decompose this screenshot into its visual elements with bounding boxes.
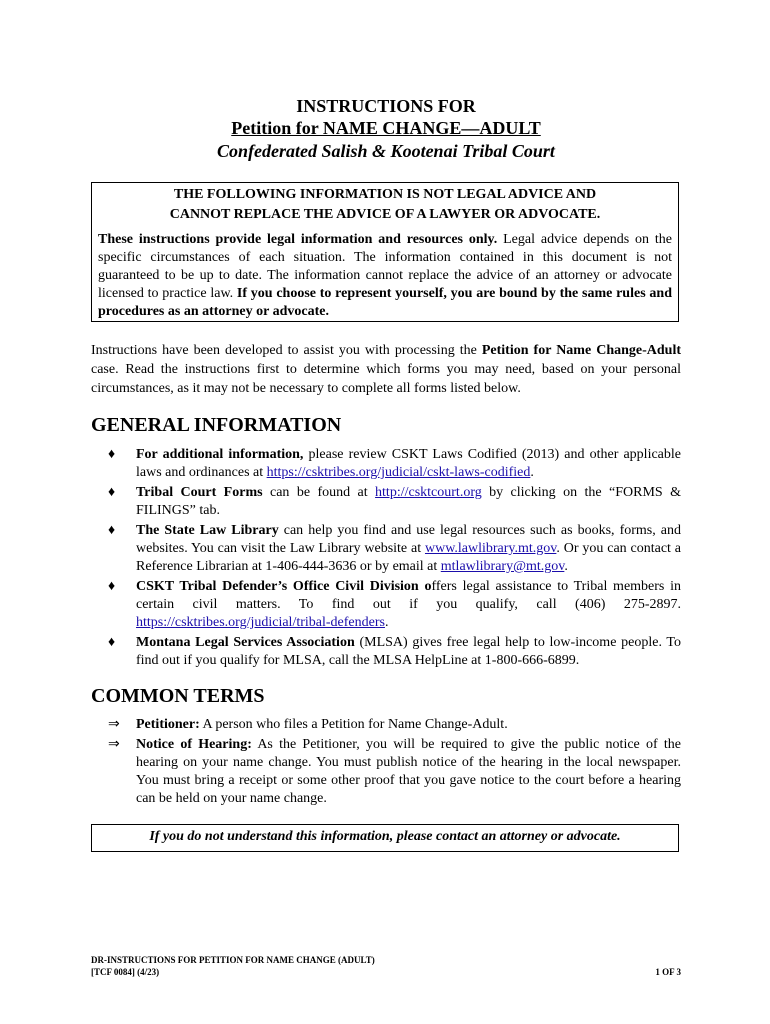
diamond-bullet-icon: ♦ (108, 579, 116, 594)
item-bold: The State Law Library (136, 523, 279, 538)
list-item (108, 522, 681, 576)
item-bold: For additional information, (136, 447, 304, 462)
item-bold: CSKT Tribal Defender’s Office Civil Division o (136, 579, 432, 594)
disclaimer-heading-2: CANNOT REPLACE THE ADVICE OF A LAWYER OR ADVOCATE. (169, 207, 601, 222)
footer-form-title: DR-INSTRUCTIONS FOR PETITION FOR NAME CHANGE (ADULT) (91, 955, 375, 965)
common-terms-heading: COMMON TERMS (91, 685, 265, 707)
cskt-laws-link[interactable]: https://csktribes.org/judicial/cskt-laws-codified (266, 465, 531, 480)
title-line-2: Petition for NAME CHANGE—ADULT (231, 118, 541, 138)
page-footer (91, 954, 681, 978)
common-terms-list (108, 716, 681, 810)
intro-pre: Instructions have been developed to assist you with processing the (91, 343, 482, 358)
diamond-bullet-icon: ♦ (108, 523, 116, 538)
contact-notice-box: If you do not understand this information, please contact an attorney or advocate. (91, 824, 679, 852)
term-definition: As the Petitioner, you will be required to give the public notice of the hearing on your name change. You must publish notice of the hearing in the local newspaper. You must bring a receipt or some other proof that you gave notice to the court before a hearing can be held on your name change. (136, 737, 681, 806)
list-item (108, 634, 681, 670)
item-after: by clicking on the “FORMS & FILINGS” tab. (136, 485, 681, 518)
arrow-bullet-icon: ⇒ (108, 737, 120, 752)
disclaimer-heading-1: THE FOLLOWING INFORMATION IS NOT LEGAL ADVICE AND (173, 187, 597, 202)
law-library-link[interactable]: www.lawlibrary.mt.gov (424, 541, 557, 556)
intro-paragraph (91, 341, 681, 398)
arrow-bullet-icon: ⇒ (108, 717, 120, 732)
tribal-defenders-link[interactable]: https://csktribes.org/judicial/tribal-defenders (136, 615, 385, 630)
item-after: . (564, 559, 568, 574)
disclaimer-tail: If you choose to represent yourself, you are bound by the same rules and procedures as an attorney or advocate. (98, 286, 672, 319)
diamond-bullet-icon: ♦ (108, 485, 116, 500)
diamond-bullet-icon: ♦ (108, 635, 116, 650)
list-item (108, 446, 681, 482)
general-information-heading: GENERAL INFORMATION (91, 414, 342, 436)
list-item (108, 716, 681, 734)
footer-form-code: [TCF 0084] (4/23) (91, 967, 160, 977)
list-item (108, 578, 681, 632)
disclaimer-box (91, 182, 679, 322)
list-item (108, 484, 681, 520)
list-item (108, 736, 681, 808)
court-name: Confederated Salish & Kootenai Tribal Court (217, 141, 555, 161)
item-after: . Or you can contact a Reference Librarian at 1-406-444-3636 or by email at (136, 541, 681, 574)
title-block (91, 95, 681, 163)
law-library-email-link[interactable]: mtlawlibrary@mt.gov (440, 559, 565, 574)
item-text: can be found at (262, 485, 376, 500)
item-bold: Tribal Court Forms (136, 485, 263, 500)
disclaimer-lead: These instructions provide legal information and resources only. (98, 232, 498, 247)
intro-post: case. Read the instructions first to determine which forms you may need, based on your personal circumstances, as it may not be necessary to complete all forms listed below. (91, 362, 681, 396)
item-after: . (530, 465, 534, 480)
csktcourt-link[interactable]: http://csktcourt.org (375, 485, 482, 500)
disclaimer-text: Legal advice depends on the specific circumstances of each situation. The information contained in this document is not guaranteed to be up to date. The information cannot replace the advice of an attorney or advocate licensed to practice law. (98, 232, 672, 301)
item-text: please review CSKT Laws Codified (2013) and other applicable laws and ordinances at (136, 447, 681, 480)
disclaimer-body (98, 231, 672, 321)
item-text: ffers legal assistance to Tribal members in certain civil matters. To find out if you qualify, call (406) 275-2897. (136, 579, 682, 612)
term-definition: A person who files a Petition for Name Change-Adult. (199, 717, 508, 732)
general-information-list (108, 446, 681, 672)
document-page (91, 0, 681, 1024)
intro-bold: Petition for Name Change-Adult (481, 343, 681, 358)
item-bold: Montana Legal Services Association (136, 635, 355, 650)
title-line-1: INSTRUCTIONS FOR (296, 96, 476, 116)
item-text: (MLSA) gives free legal help to low-income people. To find out if you qualify for MLSA, call the MLSA HelpLine at 1-800-666-6899. (136, 635, 682, 668)
term-name: Notice of Hearing: (136, 737, 252, 752)
item-after: . (384, 615, 389, 630)
diamond-bullet-icon: ♦ (108, 447, 116, 462)
item-text: can help you find and use legal resources such as books, forms, and websites. You can visit the Law Library website at (136, 523, 681, 556)
term-name: Petitioner: (136, 717, 200, 732)
page-number: 1 OF 3 (655, 967, 681, 977)
